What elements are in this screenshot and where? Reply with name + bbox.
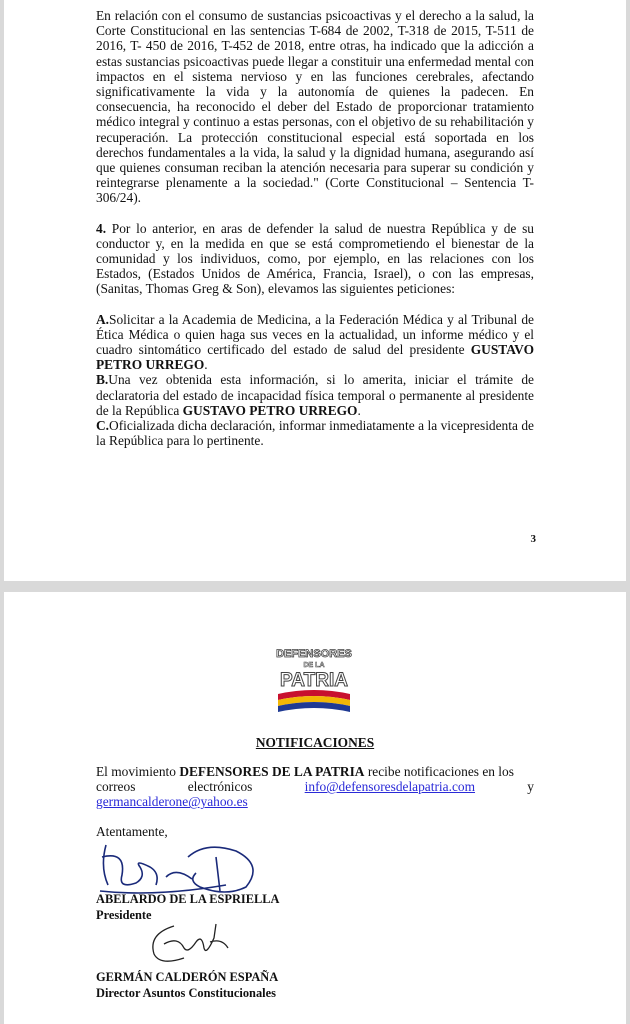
document-page-4	[4, 592, 626, 1024]
petition-b-text: Una vez obtenida esta información, si lo amerita, iniciar el trámite de declaratoria del estado de incapacidad física temporal o permanente al presidente de la República	[96, 372, 534, 418]
notifications-heading: NOTIFICACIONES	[255, 735, 375, 750]
logo-text-de-la: DE LA	[303, 662, 325, 669]
closing-salutation: Atentamente,	[96, 824, 168, 839]
petition-a-name: GUSTAVO PETRO URREGO	[96, 342, 534, 373]
signature-stroke	[100, 845, 253, 893]
notif-org: DEFENSORES DE LA PATRIA	[179, 764, 365, 779]
paragraph-jurisprudence: En relación con el consumo de sustancias psicoactivas y el derecho a la salud, la Corte Constitucional en las sentencias T-684 de 2002, T-318 de 2015, T-511 de 2016, T- 450 de 2016, T-452 de 2018, entre otras, ha indicado que la adicción a estas sustancias psicoactivas puede llegar a constituir una enfermedad mental con impactos en el sistema nervioso y en las funciones cerebrales, afectando significativamente la vida y la autonomía de quienes la padecen. En consecuencia, ha reconocido el deber del Estado de proporcionar tratamiento médico integral y continuo a estas personas, con el objetivo de su rehabilitación y recuperación. La protección constitucional especial está soportada en los derechos fundamentales a la vida, la salud y la dignidad humana, asegurando así que quienes consuman reciban la atención necesaria para superar su condición y reintegrarse plenamente a la sociedad." (Corte Constitucional – Sentencia T-306/24).	[96, 8, 534, 206]
petition-a-text: Solicitar a la Academia de Medicina, a la Federación Médica y al Tribunal de Ética Médica o quien haga sus veces en la actualidad, un informe médico y el cuadro sintomático certificado del estado de salud del presidente	[96, 311, 534, 358]
notif-y: y	[527, 779, 534, 795]
page-body	[96, 8, 534, 448]
notifications-line-3	[96, 794, 534, 809]
petition-a	[96, 312, 534, 373]
paragraph-4-text: Por lo anterior, en aras de defender la salud de nuestra República y de su conductor y, en la medida en que se está comprometiendo el bienestar de la comunidad y los individuos, como, por ejemplo, en las relaciones con los Estados, (Estados Unidos de América, Francia, Israel), o con las empresas, (Sanitas, Thomas Greg & Son), elevamos las siguientes peticiones:	[96, 220, 534, 297]
paragraph-4	[96, 221, 534, 297]
petition-a-end: .	[204, 357, 208, 373]
petition-b	[96, 372, 534, 418]
signer-1-name: ABELARDO DE LA ESPRIELLA	[96, 892, 280, 906]
paragraph-number: 4.	[96, 220, 107, 236]
petition-c-text: Oficializada dicha declaración, informar inmediatamente a la vicepresidenta de la República para lo pertinente.	[96, 418, 534, 449]
notif-start: El movimiento	[96, 764, 180, 779]
signer-2-name: GERMÁN CALDERÓN ESPAÑA	[96, 970, 279, 984]
notif-correos: correos	[96, 779, 136, 795]
notifications-block	[96, 764, 534, 810]
signer-1-title: Presidente	[96, 908, 152, 922]
email-link-german[interactable]: germancalderone@yahoo.es	[96, 794, 248, 810]
defensores-de-la-patria-logo	[274, 646, 354, 716]
signature-abelardo	[96, 837, 266, 897]
page-number: 3	[530, 533, 536, 545]
notif-electronicos: electrónicos	[187, 779, 253, 795]
document-page-3	[4, 0, 626, 581]
petition-c-letter: C.	[96, 418, 110, 434]
logo-text-patria: PATRIA	[280, 670, 348, 691]
signer-2-title: Director Asuntos Constitucionales	[96, 986, 276, 1000]
petition-b-name: GUSTAVO PETRO URREGO	[182, 402, 358, 418]
petition-b-end: .	[357, 402, 361, 418]
logo-text-defensores: DEFENSORES	[276, 648, 352, 660]
signature-german	[144, 918, 234, 968]
notifications-line-2	[96, 779, 534, 794]
petition-a-letter: A.	[96, 311, 110, 327]
petition-b-letter: B.	[96, 372, 109, 388]
signature-stroke-2	[153, 924, 228, 961]
notifications-line-1	[96, 764, 534, 779]
petition-c	[96, 418, 534, 448]
notif-rest: recibe notificaciones en los	[364, 764, 514, 779]
email-link-info[interactable]: info@defensoresdelapatria.com	[304, 779, 476, 795]
